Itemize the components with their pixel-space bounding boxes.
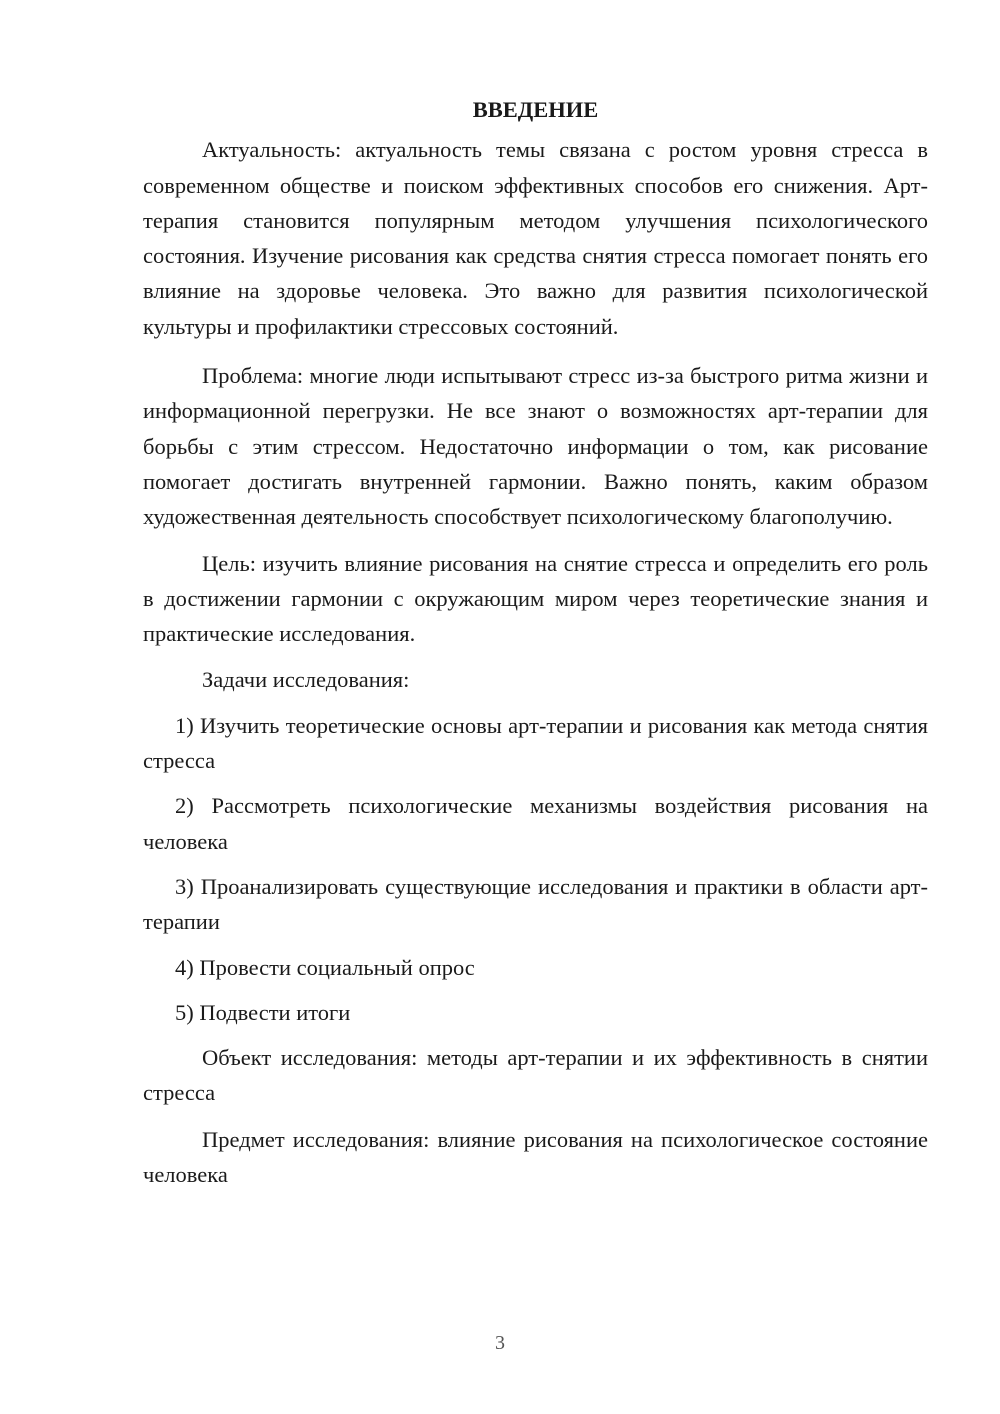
tasks-heading: Задачи исследования: [202,667,410,693]
paragraph-problem: Проблема: многие люди испытывают стресс из-за быстрого ритма жизни и информационной перегрузки. Не все знают о возможностях арт-терапии для борьбы с этим стрессом. Недостаточно информации о том, как рисование помогает достигать внутренней гармонии. Важно понять, каким образом художественная деятельность способствует психологическому благополучию. [143,363,928,530]
task-item-4: 4) Провести социальный опрос [175,954,475,980]
task-item-3: 3) Проанализировать существующие исследования и практики в области арт-терапии [143,873,928,935]
paragraph-relevance: Актуальность: актуальность темы связана с ростом уровня стресса в современном обществе и поиском эффективных способов его снижения. Арт-терапия становится популярным методом улучшения психологического состояния. Изучение рисования как средства снятия стресса помогает понять его влияние на здоровье человека. Это важно для развития психологической культуры и профилактики стрессовых состояний. [143,137,928,339]
task-item-2: 2) Рассмотреть психологические механизмы воздействия рисования на человека [143,793,928,854]
section-title: ВВЕДЕНИЕ [472,97,599,122]
paragraph-subject: Предмет исследования: влияние рисования на психологическое состояние человека [143,1126,928,1188]
task-item-1: 1) Изучить теоретические основы арт-терапии и рисования как метода снятия стресса [143,712,928,774]
page-number: 3 [495,1332,505,1354]
task-item-5: 5) Подвести итоги [175,999,351,1025]
paragraph-object: Объект исследования: методы арт-терапии и их эффективность в снятии стресса [143,1045,928,1106]
paragraph-goal: Цель: изучить влияние рисования на снятие стресса и определить его роль в достижении гармонии с окружающим миром через теоретические знания и практические исследования. [143,550,928,647]
page-content [143,92,928,1203]
